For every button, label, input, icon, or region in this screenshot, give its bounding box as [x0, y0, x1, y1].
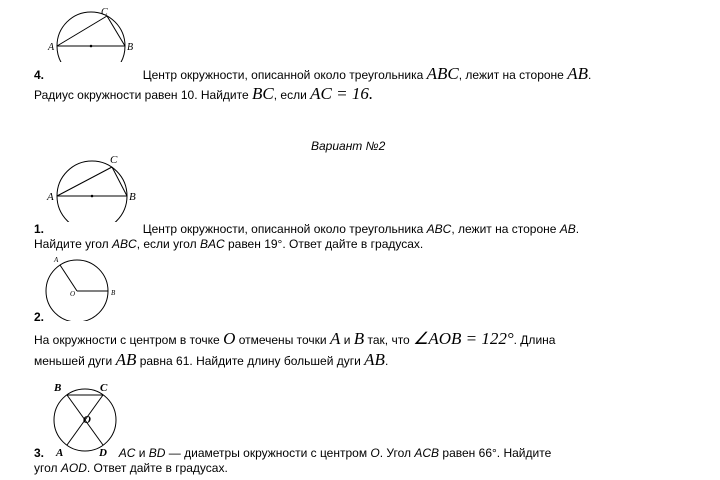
- problem4-label-a: A: [48, 42, 55, 53]
- problem2-label-a: A: [54, 256, 59, 264]
- problem3-number: 3.: [34, 446, 45, 460]
- problem3-label-c: C: [100, 382, 108, 394]
- problem2-number: 2.: [34, 310, 45, 324]
- problem2-label-b: B: [111, 289, 116, 297]
- problem3-label-b: B: [54, 382, 62, 394]
- problem1-line1: 1. Центр окружности, описанной около треугольника ABC, лежит на стороне AB.: [34, 222, 580, 236]
- problem4-line2: Радиус окружности равен 10. Найдите BC, если AC = 16.: [34, 84, 374, 103]
- problem3-label-d: D: [99, 447, 107, 458]
- problem1-number: 1.: [34, 222, 45, 236]
- problem4-number: 4.: [34, 68, 45, 82]
- problem4-line1: 4. Центр окружности, описанной около треугольника ABC, лежит на стороне AB.: [34, 64, 592, 83]
- problem2-line1: На окружности с центром в точке O отмечены точки A и B так, что ∠AOB = 122°. Длина: [34, 329, 556, 348]
- problem2-line2: меньшей дуги AB равна 61. Найдите длину большей дуги AB.: [34, 350, 389, 369]
- problem1-line2: Найдите угол ABC, если угол BAC равен 19°. Ответ дайте в градусах.: [34, 237, 424, 251]
- problem4-figure: [44, 2, 144, 62]
- problem3-line1: 3. AC и BD — диаметры окружности с центром O. Угол ACB равен 66°. Найдите: [34, 446, 552, 460]
- problem1-figure: [44, 152, 144, 222]
- problem3-line2: угол AOD. Ответ дайте в градусах.: [34, 461, 228, 475]
- problem3-label-o: O: [83, 414, 91, 426]
- problem2-figure: [40, 251, 140, 321]
- problem2-label-o: O: [70, 290, 76, 298]
- variant-title: Вариант №2: [311, 139, 386, 153]
- problem3-label-a: A: [56, 447, 64, 458]
- problem1-label-b: B: [129, 191, 136, 203]
- problem1-label-c: C: [110, 154, 118, 166]
- problem1-label-a: A: [47, 191, 54, 203]
- problem4-label-b: B: [127, 42, 134, 53]
- problem4-label-c: C: [101, 7, 108, 18]
